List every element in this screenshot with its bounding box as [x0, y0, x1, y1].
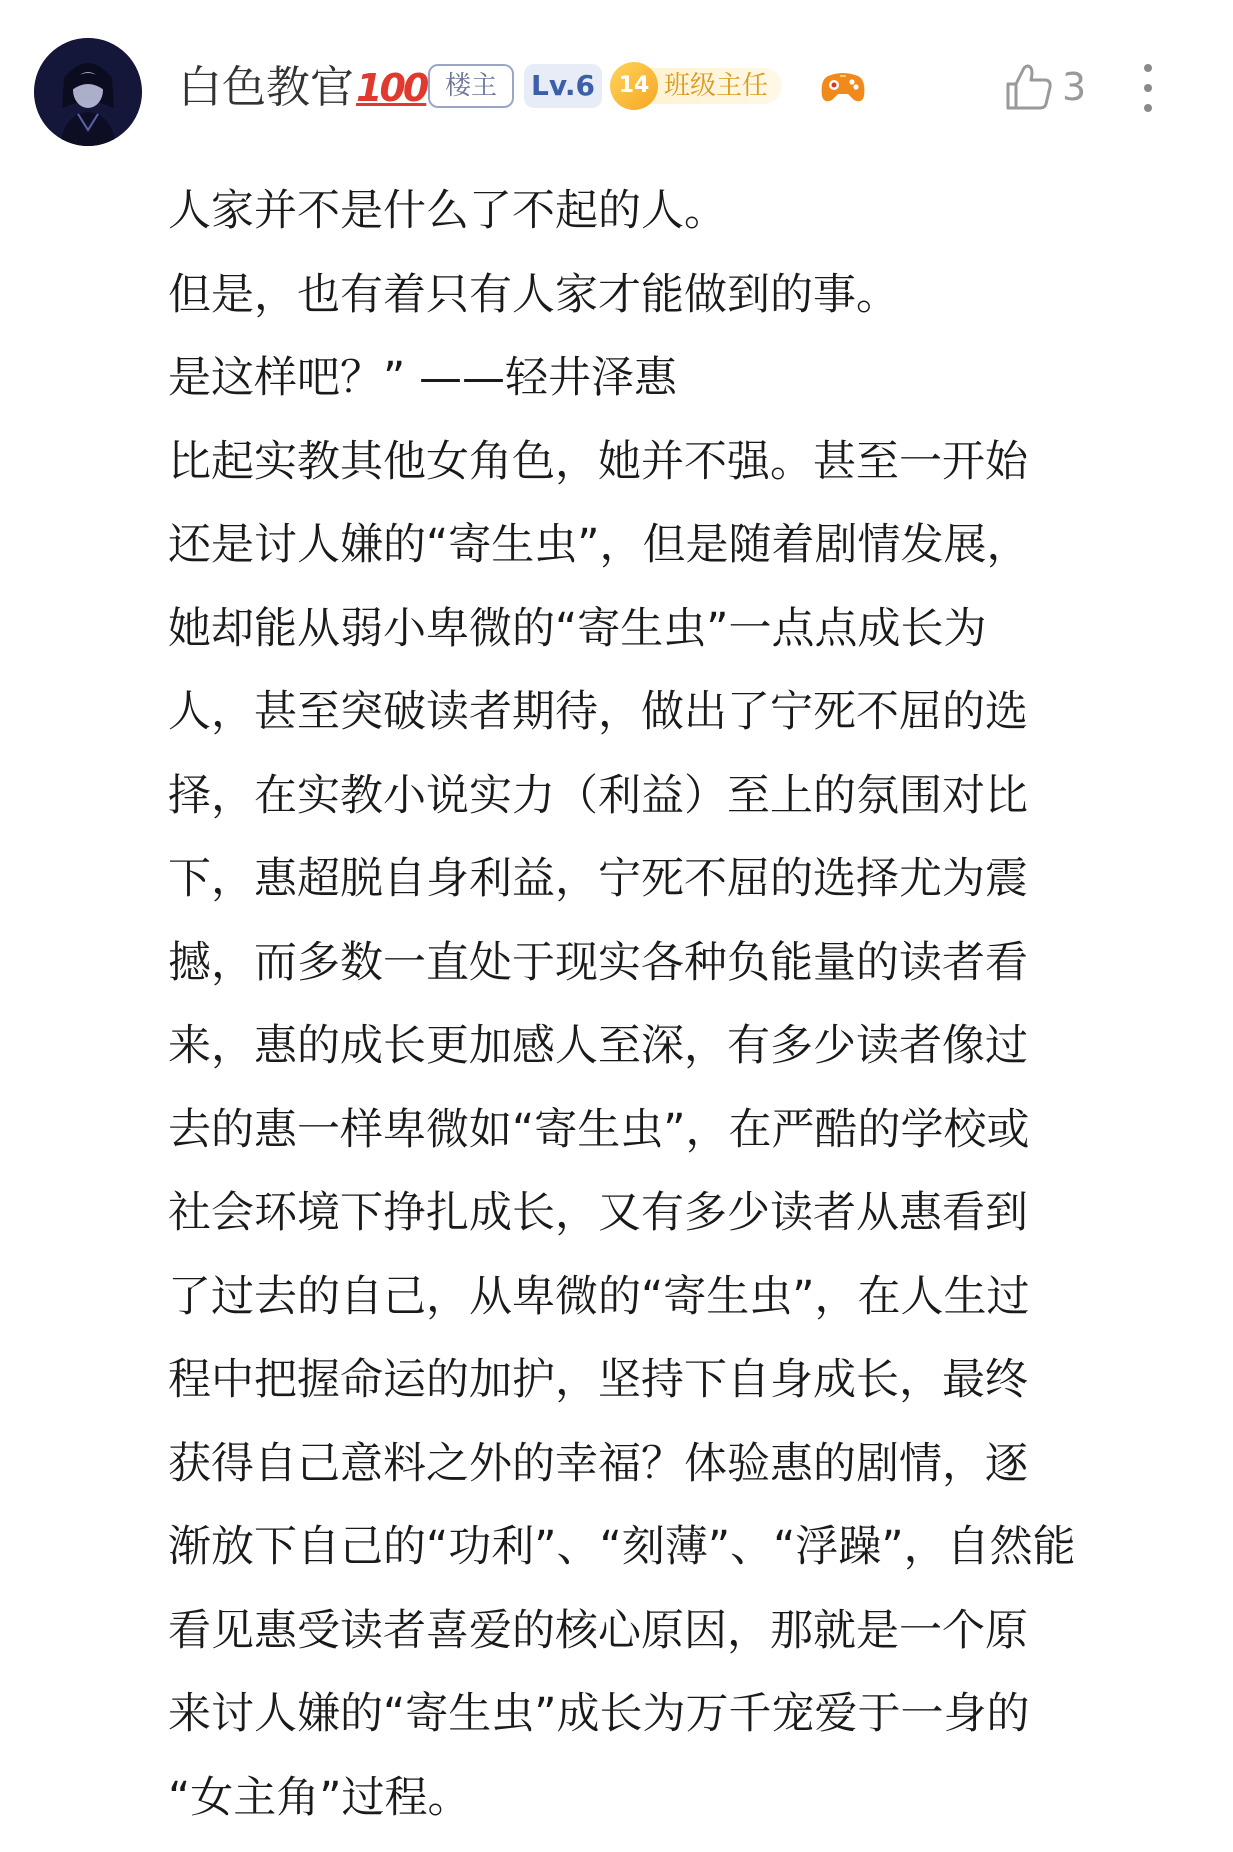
content-line: 下，惠超脱自身利益，宁死不屈的选择尤为震	[168, 854, 1028, 904]
floor-owner-badge: 楼主	[428, 64, 514, 108]
content-line: 择，在实教小说实力（利益）至上的氛围对比	[168, 770, 1028, 821]
thumbs-up-icon	[1004, 62, 1054, 112]
like-button[interactable]	[1004, 56, 1104, 116]
content-line: 来，惠的成长更加感人至深，有多少读者像过	[168, 1021, 1028, 1071]
avatar-image	[34, 38, 142, 146]
fan-title: 班级主任	[640, 68, 782, 104]
content-line: 撼，而多数一直处于现实各种负能量的读者看	[168, 937, 1028, 988]
content-line: 渐放下自己的“功利”、“刻薄”、“浮躁”，自然能	[168, 1522, 1076, 1572]
content-line: 是这样吧？” ——轻井泽惠	[168, 353, 677, 403]
content-line: 了过去的自己，从卑微的“寄生虫”，在人生过	[168, 1271, 1030, 1322]
fan-level-badge[interactable]	[610, 62, 800, 110]
author-name[interactable]: 白色教官	[178, 62, 354, 113]
content-line: “女主角”过程。	[168, 1772, 471, 1823]
content-line: 还是讨人嫌的“寄生虫”，但是随着剧情发展，	[168, 520, 1030, 570]
gamepad-icon[interactable]	[820, 66, 866, 106]
content-line: 来讨人嫌的“寄生虫”成长为万千宠爱于一身的	[168, 1689, 1030, 1739]
content-line: 社会环境下挣扎成长，又有多少读者从惠看到	[168, 1188, 1028, 1238]
level-badge[interactable]: Lv.6	[524, 64, 602, 108]
like-count: 3	[1062, 65, 1087, 109]
more-vertical-icon[interactable]	[1140, 60, 1156, 116]
content-line: 获得自己意料之外的幸福？体验惠的剧情，逐	[168, 1438, 1028, 1489]
content-line: 人，甚至突破读者期待，做出了宁死不屈的选	[168, 687, 1028, 737]
content-line: 比起实教其他女角色，她并不强。甚至一开始	[168, 436, 1028, 487]
content-line: 她却能从弱小卑微的“寄生虫”一点点成长为	[168, 603, 987, 654]
fan-level-number: 14	[610, 62, 658, 110]
avatar[interactable]	[34, 38, 142, 146]
post-content	[168, 170, 1188, 1840]
content-line: 程中把握命运的加护，坚持下自身成长，最终	[168, 1355, 1028, 1405]
hundred-emoji: 100	[356, 66, 427, 110]
post-header	[0, 0, 1233, 150]
content-line: 人家并不是什么了不起的人。	[168, 186, 727, 236]
content-line: 但是，也有着只有人家才能做到的事。	[168, 269, 899, 320]
content-line: 去的惠一样卑微如“寄生虫”，在严酷的学校或	[168, 1104, 1030, 1155]
content-line: 看见惠受读者喜爱的核心原因，那就是一个原	[168, 1605, 1028, 1656]
